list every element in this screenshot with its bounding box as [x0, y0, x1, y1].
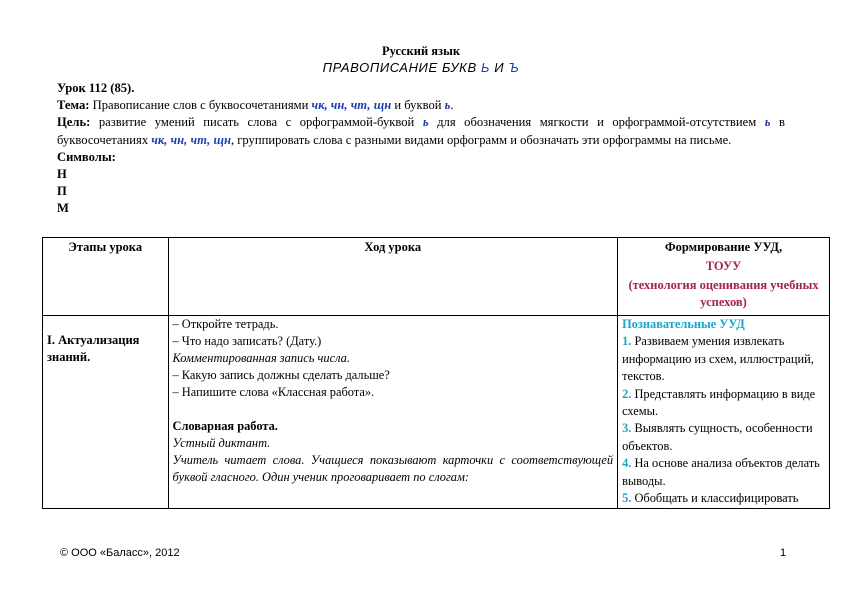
- page-number: 1: [780, 547, 787, 559]
- title-letter-soft-sign: Ь: [480, 60, 490, 75]
- header-uud: [618, 238, 830, 316]
- uud-item-text: Развиваем умения извлекать информацию из схем, иллюстраций, текстов.: [622, 334, 814, 384]
- uud-item: [622, 333, 825, 385]
- flow-line: – Какую запись должны сделать дальше?: [172, 368, 390, 382]
- flow-line: – Напишите слова «Классная работа».: [172, 385, 375, 399]
- topic-end: и буквой: [391, 98, 445, 113]
- symbol-p: П: [57, 184, 67, 199]
- lesson-info: [57, 80, 785, 218]
- flow-line: – Что надо записать? (Дату.): [172, 334, 322, 348]
- lesson-topic: [57, 97, 785, 114]
- title-letter-hard-sign: Ъ: [508, 60, 520, 75]
- topic-text: Правописание слов с буквосочетаниями: [89, 98, 312, 113]
- uud-item: [622, 455, 825, 490]
- topic-combos: чк, чн, чт, щн: [311, 98, 392, 113]
- uud-item: [622, 420, 825, 455]
- uud-cell: [618, 316, 830, 509]
- table-row: [43, 316, 830, 509]
- goal-combos: чк, чн, чт, щн: [151, 132, 231, 147]
- header-uud-title: Формирование УУД,: [664, 240, 783, 254]
- vocab-title: Словарная работа.: [172, 419, 278, 433]
- vocab-oral: Устный диктант.: [172, 436, 271, 450]
- title-and: И: [490, 60, 509, 75]
- table-header-row: [43, 238, 830, 316]
- goal-letter-2: ь: [764, 115, 771, 130]
- goal-text-3: в буквосочетаниях: [57, 115, 785, 147]
- lesson-plan-table: [42, 237, 830, 509]
- title-prefix: ПРАВОПИСАНИЕ БУКВ: [322, 60, 481, 75]
- header-touu-desc: (технология оценивания учебных успехов): [628, 278, 819, 309]
- uud-item-text: На основе анализа объектов делать выводы.: [622, 456, 820, 488]
- footer-copyright: © ООО «Баласс», 2012: [60, 547, 180, 559]
- uud-item-text: Представлять информацию в виде схемы.: [622, 386, 816, 419]
- uud-item-number: 3.: [622, 421, 632, 436]
- uud-item: [622, 490, 825, 507]
- flow-line: – Откройте тетрадь.: [172, 317, 279, 331]
- uud-item-number: 4.: [622, 456, 632, 471]
- uud-heading: Познавательные УУД: [622, 317, 745, 331]
- header-stages: Этапы урока: [43, 238, 169, 316]
- goal-label: Цель:: [57, 115, 91, 130]
- flow-line: Комментированная запись числа.: [172, 351, 350, 365]
- flow-gap: [173, 401, 614, 418]
- uud-item-number: 1.: [622, 334, 632, 349]
- symbol-m: М: [57, 201, 69, 216]
- symbols-label: Символы:: [57, 149, 116, 164]
- topic-label: Тема:: [57, 98, 90, 113]
- symbol-n: Н: [57, 167, 67, 182]
- uud-item-text: Выявлять сущность, особенности объектов.: [622, 421, 813, 453]
- header-flow: Ход урока: [168, 238, 618, 316]
- uud-item-number: 5.: [622, 491, 632, 506]
- stage-cell: I. Актуализация знаний.: [43, 316, 169, 509]
- uud-item-number: 2.: [622, 386, 632, 401]
- lesson-goal: [57, 114, 785, 148]
- goal-text-1: развитие умений писать слова с орфограммой-буквой: [90, 115, 423, 130]
- goal-letter-1: ь: [422, 115, 429, 130]
- uud-item: [622, 386, 825, 421]
- topic-letter: ь: [444, 98, 451, 113]
- uud-item-text: Обобщать и классифицировать: [631, 491, 799, 506]
- vocab-desc: Учитель читает слова. Учащиеся показывают карточки с соответствующей буквой гласного. Один ученик проговаривает по слогам:: [172, 453, 614, 484]
- goal-text-2: для обозначения мягкости и орфограммой-отсутствием: [428, 115, 765, 130]
- subject-heading: Русский язык: [381, 44, 461, 58]
- lesson-title: [0, 60, 842, 75]
- topic-dot: .: [450, 98, 454, 113]
- goal-text-4: , группировать слова с разными видами орфограмм и обозначать эти орфограммы на письме.: [230, 132, 732, 147]
- header-touu: ТОУУ: [705, 259, 742, 273]
- flow-cell: [168, 316, 618, 509]
- lesson-number: Урок 112 (85).: [57, 81, 135, 95]
